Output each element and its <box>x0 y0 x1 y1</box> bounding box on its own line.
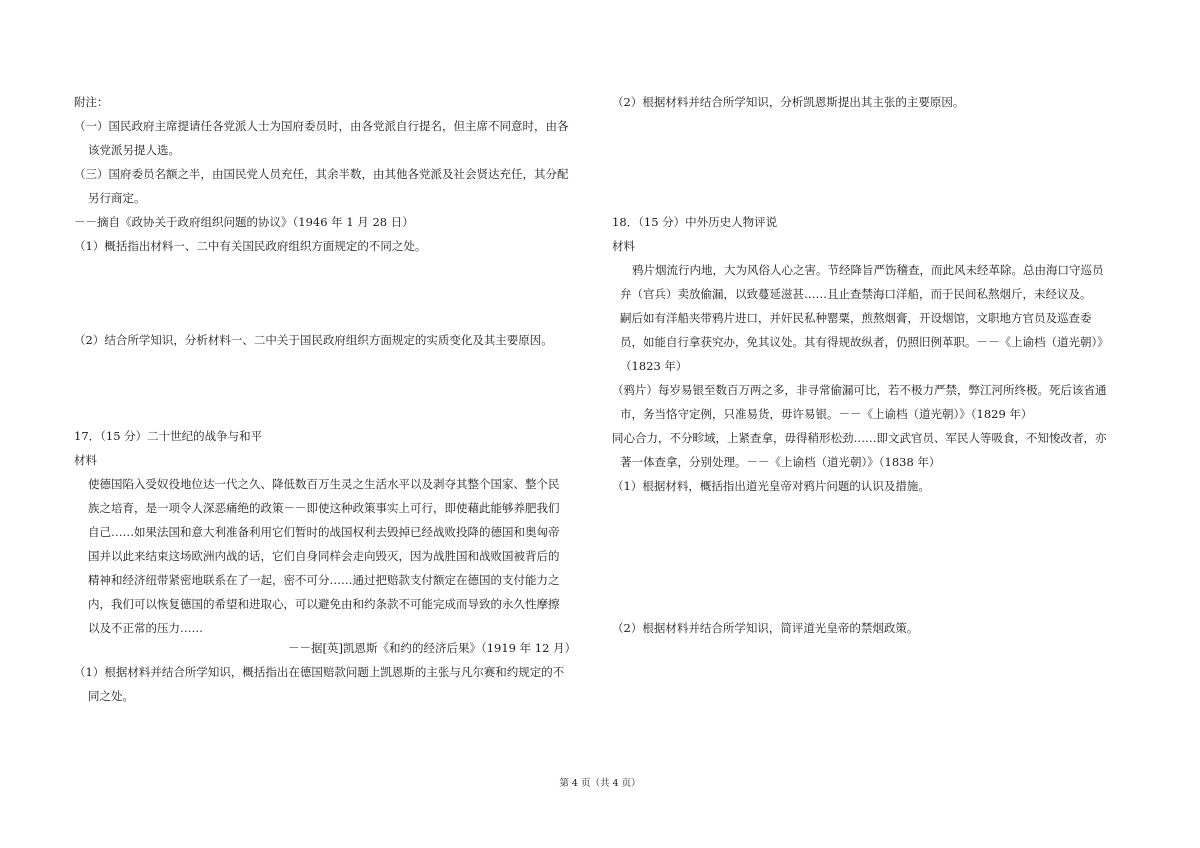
material-17-line-4: 国并以此来结束这场欧洲内战的话，它们自身同样会走向毁灭，因为战胜国和战败国被背后的 <box>88 549 560 563</box>
note-1-line-1: （一）国民政府主席提请任各党派人士为国府委员时，由各党派自行提名，但主席不同意时，由各 <box>74 119 569 133</box>
material-18-line-4: 员，如能自行拿获究办，免其议处。其有得规故纵者，仍照旧例革职。－－《上谕档（道光朝）》 <box>620 335 1109 349</box>
appendix-title: 附注： <box>74 95 109 109</box>
material-18-line-3: 嗣后如有洋船夹带鸦片进口，并奸民私种罂粟，煎熬烟膏，开设烟馆，文职地方官员及巡查委 <box>620 311 1092 325</box>
material-18-line-2: 弁（官兵）卖放偷漏，以致蔓延滋甚……且止查禁海口洋船，而于民间私熬烟斤，未经议及。 <box>620 287 1092 301</box>
source-citation: －－摘自《政协关于政府组织问题的协议》（1946 年 1 月 28 日） <box>74 215 414 229</box>
question-18-1: （1）根据材料，概括指出道光皇帝对鸦片问题的认识及措施。 <box>612 479 930 493</box>
page-footer: 第 4 页（共 4 页） <box>559 778 641 789</box>
note-1-line-2: 该党派另提人选。 <box>88 143 180 157</box>
material-label: 材料 <box>74 453 97 467</box>
material-17-line-2: 族之培育，是一项令人深恶痛绝的政策－－即使这种政策事实上可行，即使藉此能够养肥我们 <box>88 501 560 515</box>
material-17-line-5: 精神和经济纽带紧密地联系在了一起，密不可分……通过把赔款支付额定在德国的支付能力之 <box>88 573 560 587</box>
material-18-line-5: （1823 年） <box>620 359 688 373</box>
question-18-2: （2）根据材料并结合所学知识，简评道光皇帝的禁烟政策。 <box>612 621 919 635</box>
material-18-line-6: （鸦片）每岁易银至数百万两之多，非寻常偷漏可比，若不极力严禁，弊江河所终极。死后该省通 <box>612 383 1107 397</box>
material-17-line-3: 自己……如果法国和意大利准备利用它们暂时的战国权利去毁掉已经战败投降的德国和奥匈帝 <box>88 525 560 539</box>
question-17-2: （2）根据材料并结合所学知识，分析凯恩斯提出其主张的主要原因。 <box>612 95 965 109</box>
material-18-line-9: 著一体查拿，分别处理。－－《上谕档（道光朝）》（1838 年） <box>620 455 941 469</box>
material-17-line-7: 以及不正常的压力…… <box>88 621 203 635</box>
note-3-line-2: 另行商定。 <box>88 191 146 205</box>
question-16-1: （1）概括指出材料一、二中有关国民政府组织方面规定的不同之处。 <box>74 239 427 253</box>
material-label: 材料 <box>612 239 635 253</box>
material-17-line-6: 内，我们可以恢复德国的希望和进取心，可以避免由和约条款不可能完成而导致的永久性摩擦 <box>88 597 560 611</box>
material-18-line-1: 鸦片烟流行内地，大为风俗人心之害。节经降旨严饬稽查，而此风未经革除。总由海口守巡员 <box>632 263 1104 277</box>
question-17-1-line-1: （1）根据材料并结合所学知识，概括指出在德国赔款问题上凯恩斯的主张与凡尔赛和约规定的不 <box>74 665 565 679</box>
note-3-line-1: （三）国府委员名额之半，由国民党人员充任，其余半数，由其他各党派及社会贤达充任，其分配 <box>74 167 569 181</box>
material-17-source: －－据[英]凯恩斯《和约的经济后果》（1919 年 12 月） <box>288 641 577 655</box>
question-17-title: 17．（15 分）二十世纪的战争与和平 <box>74 429 263 443</box>
question-16-2: （2）结合所学知识，分析材料一、二中关于国民政府组织方面规定的实质变化及其主要原因。 <box>74 333 553 347</box>
material-17-line-1: 使德国陷入受奴役地位达一代之久、降低数百万生灵之生活水平以及剥夺其整个国家、整个民 <box>88 477 560 491</box>
question-17-1-line-2: 同之处。 <box>88 689 134 703</box>
material-18-line-7: 市，务当恪守定例，只准易货，毋许易银。－－《上谕档（道光朝）》（1829 年） <box>620 407 1033 421</box>
question-18-title: 18．（15 分）中外历史人物评说 <box>612 215 778 229</box>
material-18-line-8: 同心合力，不分畛域，上紧查拿，毋得稍形松劲……即文武官员、军民人等吸食，不知悛改者，亦 <box>612 431 1107 445</box>
